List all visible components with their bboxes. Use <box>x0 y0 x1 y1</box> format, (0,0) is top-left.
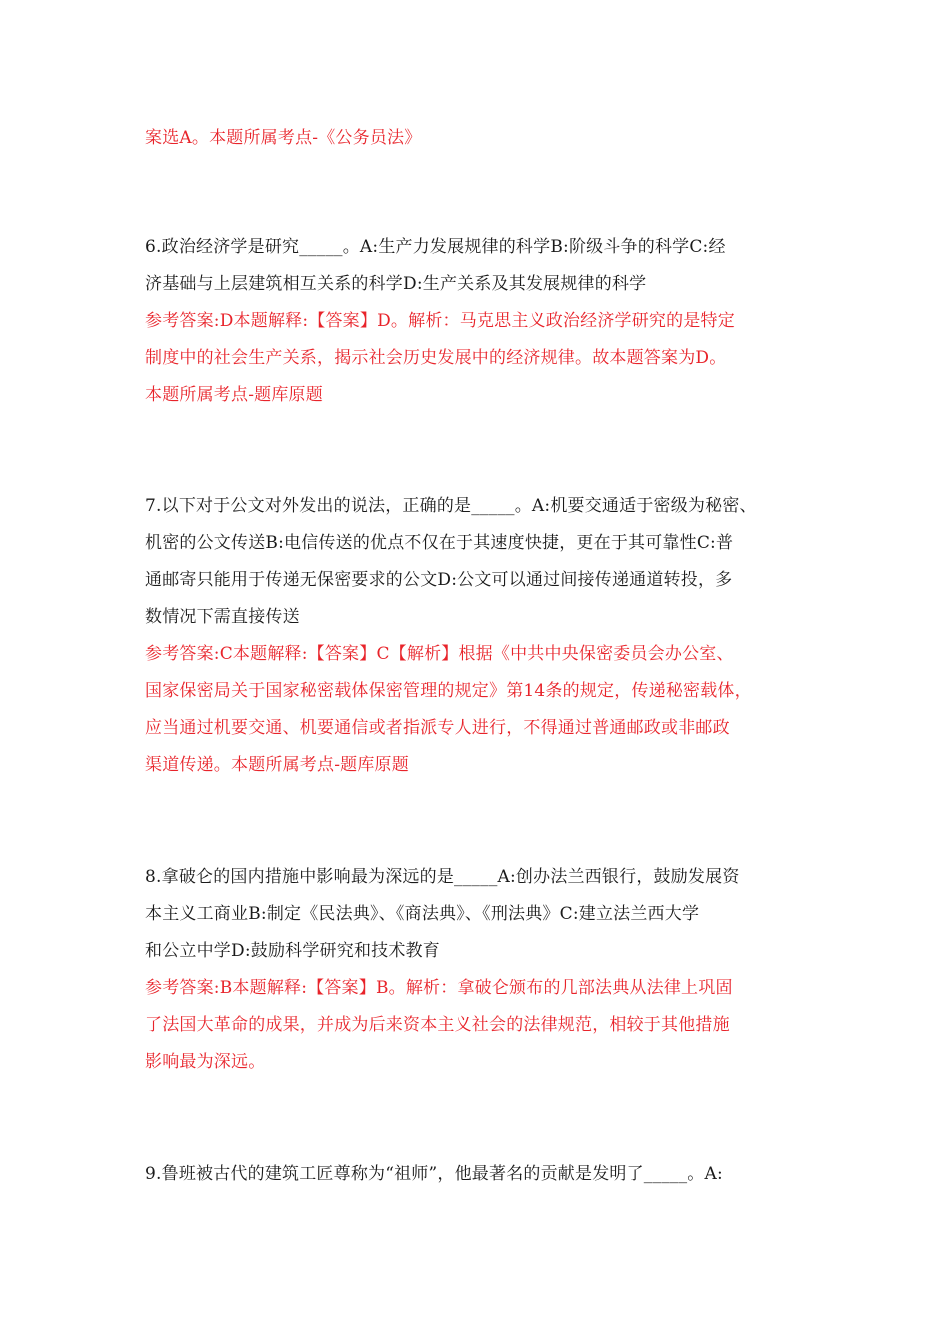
answer-line: 参考答案:B本题解释:【答案】B。解析：拿破仑颁布的几部法典从法律上巩固 <box>145 978 733 998</box>
answer-line: 了法国大革命的成果，并成为后来资本主义社会的法律规范，相较于其他措施 <box>145 1015 730 1035</box>
question-6 <box>145 229 809 414</box>
question-line: 数情况下需直接传送 <box>145 607 300 627</box>
question-line: 7.以下对于公文对外发出的说法，正确的是_____。A:机要交通适于密级为秘密、 <box>145 496 757 516</box>
answer-line: 渠道传递。本题所属考点-题库原题 <box>145 755 409 775</box>
question-line: 8.拿破仑的国内措施中影响最为深远的是_____A:创办法兰西银行，鼓励发展资 <box>145 867 740 887</box>
question-line: 机密的公文传送B:电信传送的优点不仅在于其速度快捷，更在于其可靠性C:普 <box>145 533 734 553</box>
answer-line: 应当通过机要交通、机要通信或者指派专人进行，不得通过普通邮政或非邮政 <box>145 718 730 738</box>
question-line: 本主义工商业B:制定《民法典》、《商法典》、《刑法典》C:建立法兰西大学 <box>145 904 700 924</box>
question-line: 9.鲁班被古代的建筑工匠尊称为“祖师”，他最著名的贡献是发明了_____。A: <box>145 1164 723 1184</box>
question-7 <box>145 488 809 784</box>
answer-line: 案选A。本题所属考点-《公务员法》 <box>145 128 422 148</box>
answer-line: 制度中的社会生产关系，揭示社会历史发展中的经济规律。故本题答案为D。 <box>145 348 727 368</box>
answer-line: 影响最为深远。 <box>145 1052 266 1072</box>
question-line: 和公立中学D:鼓励科学研究和技术教育 <box>145 941 440 961</box>
answer-line: 国家保密局关于国家秘密载体保密管理的规定》第14条的规定，传递秘密载体， <box>145 681 752 701</box>
question-line: 济基础与上层建筑相互关系的科学D:生产关系及其发展规律的科学 <box>145 274 647 294</box>
question-line: 6.政治经济学是研究_____。A:生产力发展规律的科学B:阶级斗争的科学C:经 <box>145 237 726 257</box>
answer-line: 本题所属考点-题库原题 <box>145 385 323 405</box>
answer-line: 参考答案:D本题解释:【答案】D。解析：马克思主义政治经济学研究的是特定 <box>145 311 735 331</box>
question-8 <box>145 859 809 1081</box>
answer-line: 参考答案:C本题解释:【答案】C【解析】根据《中共中央保密委员会办公室、 <box>145 644 734 664</box>
question-line: 通邮寄只能用于传递无保密要求的公文D:公文可以通过间接传递通道转投，多 <box>145 570 733 590</box>
question-9 <box>145 1156 809 1193</box>
answer-5-tail <box>145 120 809 157</box>
